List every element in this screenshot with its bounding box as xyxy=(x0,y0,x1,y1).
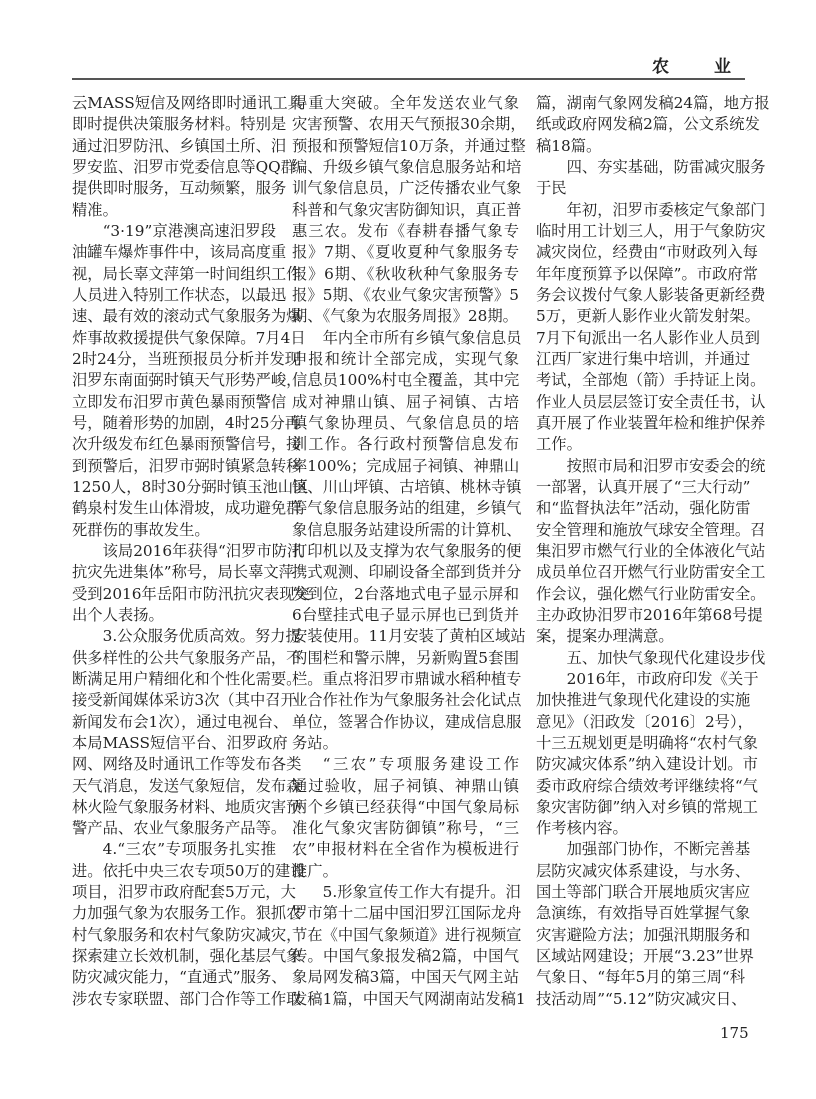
text-line: 5万，更新人影作业火箭发射架。 xyxy=(536,307,760,326)
paragraph xyxy=(536,93,770,157)
text-line: 视，局长辜文萍第一时间组织工作 xyxy=(72,264,302,283)
text-line: 准化气象灾害防御镇”称号，“三 xyxy=(292,819,519,838)
paragraph xyxy=(72,221,309,541)
text-line: 推广。 xyxy=(292,861,338,880)
section-heading xyxy=(536,648,766,669)
paragraph xyxy=(536,200,766,456)
text-line: 主办政协汨罗市2016年第68号提 xyxy=(536,605,763,624)
text-line: 作考核内容。 xyxy=(536,819,628,838)
text-line: 村气象服务和农村气象防灾减灾， xyxy=(72,925,302,944)
text-column-1 xyxy=(72,93,310,1010)
text-line: 云MASS短信及网络即时通讯工具 xyxy=(72,94,303,112)
text-line: 气象日、“每年5月的第三周“科 xyxy=(536,968,745,987)
text-line: 技活动周”“5.12”防灾减灾日、 xyxy=(536,989,747,1008)
text-line: 编、升级乡镇气象信息服务站和培 xyxy=(292,157,522,176)
text-line: 报》7期、《夏收夏种气象服务专 xyxy=(292,243,519,262)
text-line: 速、最有效的滚动式气象服务为爆 xyxy=(72,307,302,326)
text-line: 真开展了作业装置年检和维护保养 xyxy=(536,413,766,432)
text-line: 炸事故救援提供气象保障。7月4日 xyxy=(72,328,306,347)
text-line: 加快推进气象现代化建设的实施 xyxy=(536,691,751,710)
text-line: 减灾岗位，经费由“市财政列入每 xyxy=(536,243,758,262)
text-line: 训气象信息员，广泛传播农业气象 xyxy=(292,179,522,198)
paragraph xyxy=(72,541,310,626)
text-line: 务会议拨付气象人影装备更新经费 xyxy=(536,285,766,304)
text-line: 申报和统计全部完成，实现气象 xyxy=(292,349,519,368)
text-line: 进。依托中央三农专项50万的建设 xyxy=(72,861,306,880)
text-line: 案，提案办理满意。 xyxy=(536,627,674,646)
text-line: 等气象信息服务站的组建，乡镇气 xyxy=(292,499,522,518)
text-line: 纸或政府网发稿2篇，公文系统发 xyxy=(536,115,760,134)
text-line: 篇，湖南气象网发稿24篇，地方报 xyxy=(536,94,770,112)
text-line: 立即发布汨罗市黄色暴雨预警信 xyxy=(72,392,287,411)
text-line: 一部署，认真开展了“三大行动” xyxy=(536,477,751,496)
text-line: 安全管理和施放气球安全管理。召 xyxy=(536,520,766,539)
text-line: 急演练，有效指导百姓掌握气象 xyxy=(536,904,751,923)
paragraph xyxy=(536,456,766,648)
text-line: 工作。 xyxy=(536,435,582,454)
page-number: 175 xyxy=(720,1024,749,1042)
text-line: 和“监督执法年”活动，强化防雷 xyxy=(536,499,751,518)
text-line: 汨罗东南面弼时镇天气形势严峻， xyxy=(72,371,302,390)
section-heading xyxy=(536,157,766,200)
text-line: 2时24分，当班预报员分析并发现 xyxy=(72,349,301,368)
text-line: 年年度预算予以保障”。市政府常 xyxy=(536,264,758,283)
text-line: 农”申报材料在全省作为模板进行 xyxy=(292,840,519,859)
text-line: 委市政府综合绩效考评继续将“气 xyxy=(536,776,758,795)
text-line: 即时提供决策服务材料。特别是 xyxy=(72,115,287,134)
text-line: 江西厂家进行集中培训，并通过 xyxy=(536,349,751,368)
text-line: 死群伤的事故发生。 xyxy=(72,520,210,539)
text-line: 象信息服务站建设所需的计算机、 xyxy=(292,520,522,539)
text-line: 镇、川山坪镇、古培镇、桃林寺镇 xyxy=(292,477,522,496)
text-line: 信息员100%村屯全覆盖，其中完 xyxy=(292,371,520,390)
header-divider xyxy=(72,78,745,80)
text-line: 通过汨罗防汛、乡镇国土所、汨 xyxy=(72,136,287,155)
text-line: 林火险气象服务材料、地质灾害预 xyxy=(72,797,302,816)
text-line: 到预警后，汨罗市弼时镇紧急转移 xyxy=(72,456,302,475)
text-line: 灾害预警、农用天气预报30余期， xyxy=(292,115,526,134)
text-line: 栏。重点将汨罗市鼎诚水稻种植专 xyxy=(292,669,522,688)
text-line: 次升级发布红色暴雨预警信号，接 xyxy=(72,435,302,454)
text-line: 层防灾减灾体系建设，与水务、 xyxy=(536,861,751,880)
text-line: 油罐车爆炸事件中，该局高度重 xyxy=(72,243,287,262)
text-line: 按照市局和汨罗市安委会的统 xyxy=(566,456,766,475)
text-line: 断满足用户精细化和个性化需要。 xyxy=(72,669,302,688)
text-line: 防灾减灾能力，“直通式”服务、 xyxy=(72,968,287,987)
text-line: 3.公众服务优质高效。努力提 xyxy=(102,627,301,646)
text-line: 防灾减灾体系”纳入建设计划。市 xyxy=(536,755,758,774)
text-line: 提供即时服务，互动频繁，服务 xyxy=(72,179,287,198)
text-line: 6台壁挂式电子显示屏也已到货并 xyxy=(292,605,519,624)
text-line: 于民 xyxy=(536,179,567,198)
text-line: 报》5期、《农业气象灾害预警》5 xyxy=(292,285,519,304)
text-line: 2016年，市政府印发《关于 xyxy=(566,669,759,688)
text-line: 期、《气象为农服务周报》28期。 xyxy=(292,307,518,326)
text-line: 作业人员层层签订安全责任书，认 xyxy=(536,392,766,411)
text-line: 安装使用。11月安装了黄柏区域站 xyxy=(292,627,526,646)
text-line: 集汨罗市燃气行业的全体液化气站 xyxy=(536,541,766,560)
text-line: 罗安监、汨罗市党委信息等QQ群 xyxy=(72,157,296,176)
text-line: 发到位，2台落地式电子显示屏和 xyxy=(292,584,519,603)
text-line: 天气消息，发送气象短信，发布森 xyxy=(72,776,302,795)
text-line: 四、夯实基础，防雷减灾服务 xyxy=(566,157,766,176)
text-line: 年内全市所有乡镇气象信息员 xyxy=(322,328,522,347)
text-line: 象灾害防御”纳入对乡镇的常规工 xyxy=(536,797,758,816)
text-line: 传。中国气象报发稿2篇，中国气 xyxy=(292,947,519,966)
text-line: 镇气象协理员、气象信息员的培 xyxy=(292,413,519,432)
text-line: 作会议，强化燃气行业防雷安全。 xyxy=(536,584,766,603)
text-line: 加强部门协作，不断完善基 xyxy=(566,840,751,859)
text-line: 通过验收，屈子祠镇、神鼎山镇 xyxy=(292,776,519,795)
text-line: 业合作社作为气象服务社会化试点 xyxy=(292,691,522,710)
text-line: 7月下旬派出一名人影作业人员到 xyxy=(536,328,760,347)
text-line: 国土等部门联合开展地质灾害应 xyxy=(536,883,751,902)
text-line: 成对神鼎山镇、屈子祠镇、古培 xyxy=(292,392,519,411)
text-line: 得重大突破。全年发送农业气象 xyxy=(292,94,519,112)
text-line: 警产品、农业气象服务产品等。 xyxy=(72,819,287,838)
text-line: 该局2016年获得“汨罗市防汛 xyxy=(102,541,303,560)
text-line: 供多样性的公共气象服务产品，不 xyxy=(72,648,302,667)
paragraph xyxy=(292,328,526,755)
text-line: 本局MASS短信平台、汨罗政府 xyxy=(72,733,288,752)
text-line: 抗灾先进集体”称号，局长辜文萍 xyxy=(72,563,294,582)
text-line: 意见》（汨政发〔2016〕2号）， xyxy=(536,712,753,731)
paragraph xyxy=(292,93,526,328)
text-line: 5.形象宣传工作大有提升。汨 xyxy=(322,883,521,902)
text-line: 打印机以及支撑为农气象服务的便 xyxy=(292,541,522,560)
text-line: 十三五规划更是明确将“农村气象 xyxy=(536,733,758,752)
text-line: 两个乡镇已经获得“中国气象局标 xyxy=(292,797,519,816)
text-line: 精准。 xyxy=(72,200,118,219)
text-line: 临时用工计划三人，用于气象防灾 xyxy=(536,221,766,240)
text-line: 罗市第十二届中国汨罗江国际龙舟 xyxy=(292,904,522,923)
text-line: 务站。 xyxy=(292,733,338,752)
section-header-title: 农 业 xyxy=(652,57,745,77)
text-line: 年初，汨罗市委核定气象部门 xyxy=(566,200,766,219)
text-line: 出个人表扬。 xyxy=(72,605,164,624)
text-line: 受到2016年岳阳市防汛抗灾表现突 xyxy=(72,584,310,603)
text-line: 单位，签署合作协议，建成信息服 xyxy=(292,712,522,731)
text-line: “三农”专项服务建设工作 xyxy=(322,755,519,774)
paragraph xyxy=(72,839,306,1010)
text-line: 1250人，8时30分弼时镇玉池山区 xyxy=(72,477,309,496)
text-line: 发稿1篇，中国天气网湖南站发稿1 xyxy=(292,989,526,1008)
text-line: 节在《中国气象频道》进行视频宣 xyxy=(292,925,522,944)
text-line: 惠三农。发布《春耕春播气象专 xyxy=(292,221,519,240)
text-line: 成员单位召开燃气行业防雷安全工 xyxy=(536,563,766,582)
text-line: 鹤泉村发生山体滑坡，成功避免群 xyxy=(72,499,302,518)
text-line: 报》6期、《秋收秋种气象服务专 xyxy=(292,264,519,283)
text-line: 人员进入特别工作状态，以最迅 xyxy=(72,285,287,304)
text-line: 训工作。各行政村预警信息发布 xyxy=(292,435,519,454)
text-column-3 xyxy=(536,93,770,1010)
text-line: “3·19”京港澳高速汨罗段 xyxy=(102,221,276,240)
paragraph xyxy=(292,754,519,882)
text-line: 号，随着形势的加剧，4时25分再 xyxy=(72,413,301,432)
text-line: 五、加快气象现代化建设步伐 xyxy=(566,648,766,667)
text-line: 接受新闻媒体采访3次（其中召开 xyxy=(72,691,296,710)
text-line: 象局网发稿3篇，中国天气网主站 xyxy=(292,968,519,987)
paragraph xyxy=(292,882,526,1010)
text-line: 的围栏和警示牌，另新购置5套围 xyxy=(292,648,519,667)
paragraph xyxy=(536,669,759,840)
text-line: 科普和气象灾害防御知识，真正普 xyxy=(292,200,522,219)
text-line: 灾害避险方法；加强汛期服务和 xyxy=(536,925,751,944)
text-line: 预报和预警短信10万条，并通过整 xyxy=(292,136,526,155)
text-line: 项目，汨罗市政府配套5万元，大 xyxy=(72,883,296,902)
text-line: 力加强气象为农服务工作。狠抓农 xyxy=(72,904,302,923)
text-line: 携式观测、印刷设备全部到货并分 xyxy=(292,563,522,582)
paragraph xyxy=(72,626,302,839)
text-line: 网、网络及时通讯工作等发布各类 xyxy=(72,755,302,774)
text-line: 区域站网建设；开展“3.23”世界 xyxy=(536,947,754,966)
text-line: 探索建立长效机制，强化基层气象 xyxy=(72,947,302,966)
text-column-2 xyxy=(292,93,526,1010)
text-line: 稿18篇。 xyxy=(536,136,602,155)
paragraph xyxy=(72,93,303,221)
text-line: 新闻发布会1次），通过电视台、 xyxy=(72,712,289,731)
paragraph xyxy=(536,839,754,1010)
text-line: 4.“三农”专项服务扎实推 xyxy=(102,840,276,859)
text-line: 考试，全部炮（箭）手持证上岗。 xyxy=(536,371,766,390)
text-line: 率100%；完成屈子祠镇、神鼎山 xyxy=(292,456,520,475)
text-line: 涉农专家联盟、部门合作等工作取 xyxy=(72,989,302,1008)
